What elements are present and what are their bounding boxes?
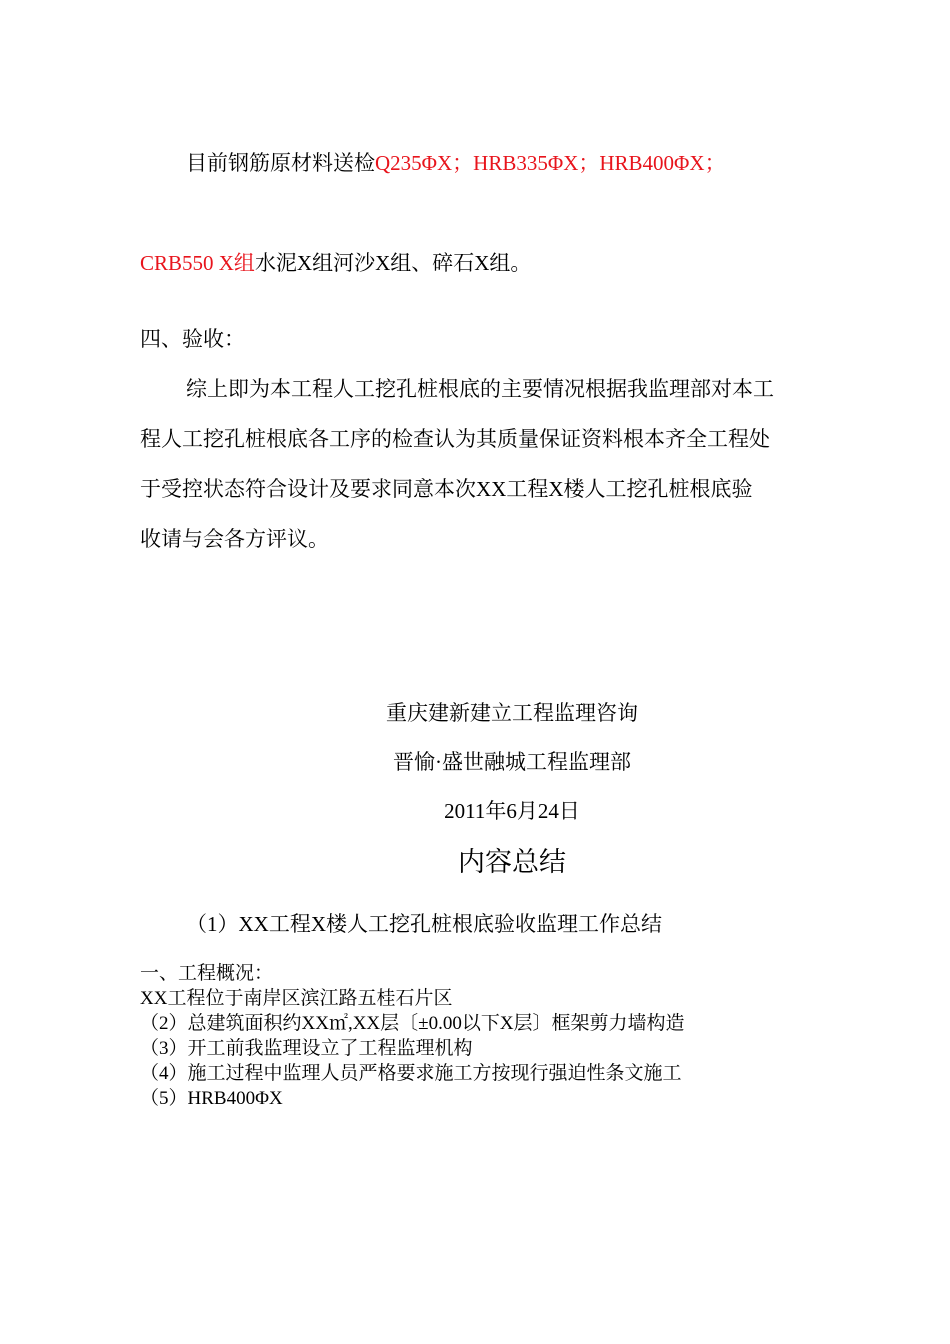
summary-item: （3）开工前我监理设立了工程监理机构 bbox=[140, 1038, 473, 1059]
signature-date: 2011年6月24日 bbox=[444, 799, 580, 823]
acceptance-paragraph-line: 收请与会各方评议。 bbox=[140, 527, 329, 551]
summary-item: 一、工程概况： bbox=[140, 963, 274, 984]
summary-item: （5）HRB400ΦX bbox=[140, 1088, 283, 1109]
acceptance-paragraph-line: 综上即为本工程人工挖孔桩根底的主要情况根据我监理部对本工 bbox=[186, 377, 774, 401]
materials-text: 目前钢筋原材料送检 bbox=[186, 151, 375, 175]
signature-department: 晋愉·盛世融城工程监理部 bbox=[393, 750, 631, 774]
acceptance-paragraph-line: 程人工挖孔桩根底各工序的检查认为其质量保证资料根本齐全工程处 bbox=[140, 427, 770, 451]
summary-subtitle: （1）XX工程X楼人工挖孔桩根底验收监理工作总结 bbox=[186, 912, 662, 936]
materials-crb550: CRB550 X组 bbox=[140, 251, 255, 275]
section-heading-acceptance: 四、验收： bbox=[140, 327, 245, 351]
materials-line-1 bbox=[186, 150, 726, 176]
summary-item: （4）施工过程中监理人员严格要求施工方按现行强迫性条文施工 bbox=[140, 1063, 682, 1084]
materials-steel-grades: Q235ΦX；HRB335ΦX；HRB400ΦX； bbox=[375, 151, 726, 175]
acceptance-paragraph-line: 于受控状态符合设计及要求同意本次XX工程X楼人工挖孔桩根底验 bbox=[140, 477, 753, 501]
signature-company: 重庆建新建立工程监理咨询 bbox=[386, 701, 638, 725]
materials-others: 水泥X组河沙X组、碎石X组。 bbox=[254, 251, 532, 275]
summary-title: 内容总结 bbox=[458, 847, 566, 877]
summary-item: XX工程位于南岸区滨江路五桂石片区 bbox=[140, 988, 453, 1009]
summary-item: （2）总建筑面积约XX㎡,XX层〔±0.00以下X层〕框架剪力墙构造 bbox=[140, 1013, 685, 1034]
materials-line-2 bbox=[140, 250, 531, 276]
